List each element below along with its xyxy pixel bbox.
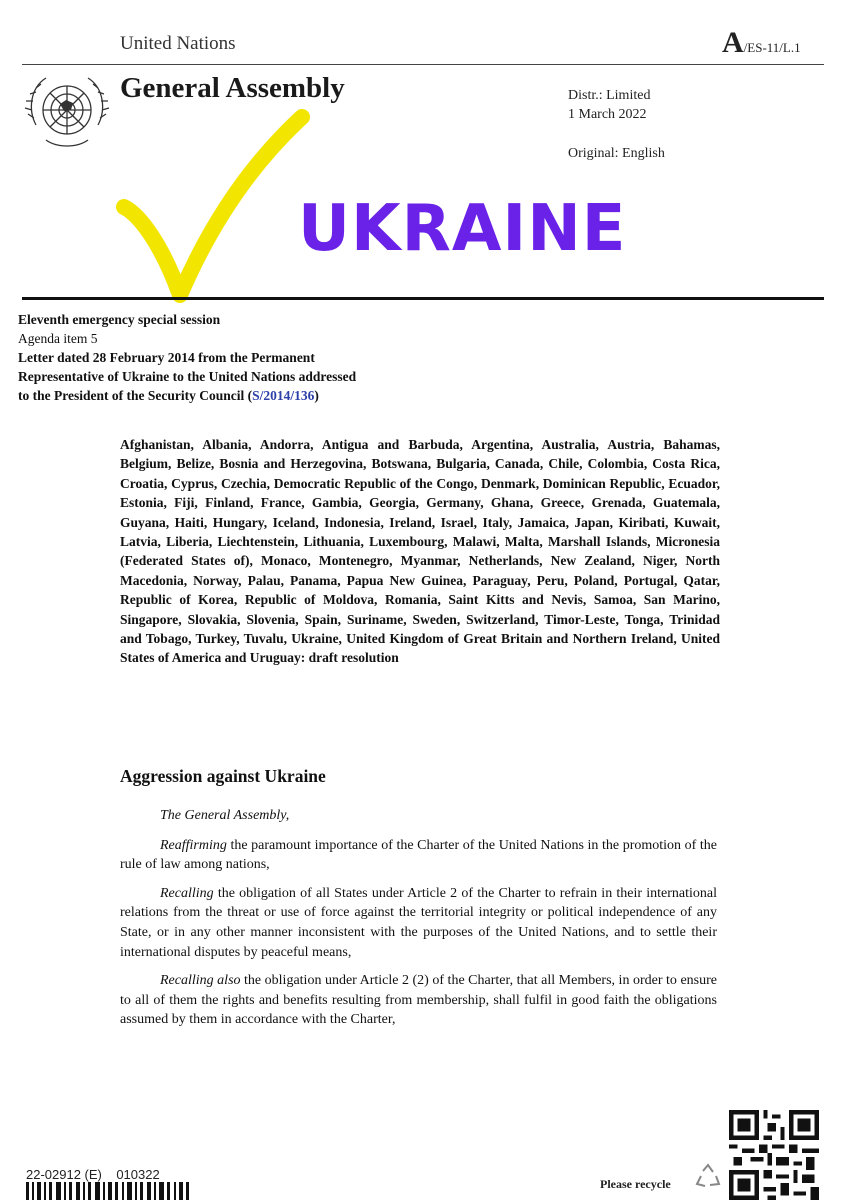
body-title: General Assembly: [120, 72, 345, 104]
letter-line: Representative of Ukraine to the United Nations addressed: [18, 369, 357, 384]
preamble-paragraph: [120, 971, 717, 1030]
preamble-paragraph: [120, 836, 717, 875]
security-council-doc-link[interactable]: S/2014/136: [252, 388, 315, 403]
recycle-icon: [694, 1162, 722, 1190]
barcode-icon: [26, 1182, 192, 1200]
issue-date: 1 March 2022: [568, 107, 647, 122]
document-symbol-code: /ES-11/L.1: [743, 40, 801, 55]
preamble-lead: Recalling: [160, 885, 214, 901]
recycle-note: Please recycle: [600, 1177, 671, 1191]
letter-line-text: to the President of the Security Council (: [18, 388, 253, 403]
letter-line: Letter dated 28 February 2014 from the Permanent: [18, 350, 315, 365]
preamble-text: the obligation of all States under Article 2 of the Charter to refrain in their international relations from the threat or use of force against the territorial integrity or political independence of any State, or in any other manner inconsistent with the purposes of the United Nations, and to settle their international disputes by peaceful means,: [120, 885, 717, 960]
qr-code-icon: [726, 1110, 822, 1200]
resolution-title: Aggression against Ukraine: [120, 766, 326, 786]
preamble-lead: Reaffirming: [160, 837, 227, 853]
document-symbol: [722, 26, 801, 60]
sponsor-list: Afghanistan, Albania, Andorra, Antigua and Barbuda, Argentina, Australia, Austria, Bahamas, Belgium, Belize, Bosnia and Herzegovina, Botswana, Bulgaria, Canada, Chile, Colombia, Costa Rica, Croatia, Cyprus, Czechia, Democratic Republic of the Congo, Denmark, Dominican Republic, Ecuador, Estonia, Fiji, Finland, France, Gambia, Georgia, Germany, Ghana, Greece, Grenada, Guatemala, Guyana, Haiti, Hungary, Iceland, Indonesia, Ireland, Israel, Italy, Jamaica, Japan, Kiribati, Kuwait, Latvia, Liberia, Liechtenstein, Lithuania, Luxembourg, Malawi, Malta, Marshall Islands, Micronesia (Federated States of), Monaco, Montenegro, Myanmar, Netherlands, New Zealand, Niger, North Macedonia, Norway, Palau, Panama, Papua New Guinea, Paraguay, Peru, Poland, Portugal, Qatar, Republic of Korea, Republic of Moldova, Romania, Saint Kitts and Nevis, Samoa, San Marino, Singapore, Slovakia, Slovenia, Spain, Suriname, Sweden, Switzerland, Timor-Leste, Tonga, Trinidad and Tobago, Turkey, Tuvalu, Ukraine, United Kingdom of Great Britain and Northern Ireland, United States of America and Uruguay: draft resolution: [120, 437, 720, 666]
document-number: 22-02912 (E) 010322: [26, 1167, 160, 1182]
un-emblem-icon: [22, 70, 112, 154]
preamble-text: the obligation under Article 2 (2) of the Charter, that all Members, in order to ensure to all of them the rights and benefits resulting from membership, shall fulfil in good faith the obligations assumed by them in accordance with the Charter,: [120, 973, 717, 1028]
letter-line-close: ): [314, 388, 319, 403]
original-language: Original: English: [568, 146, 665, 161]
letter-line: [18, 386, 356, 405]
preamble-opening: The General Assembly,: [160, 808, 290, 823]
preamble-text: the paramount importance of the Charter of the United Nations in the promotion of the rule of law among nations,: [120, 837, 717, 873]
session-title: Eleventh emergency special session: [18, 312, 221, 327]
checkmark-icon: [110, 105, 320, 305]
section-rule: [22, 297, 824, 300]
document-symbol-letter: A: [722, 26, 744, 59]
preamble-paragraph: [120, 884, 717, 962]
session-block: [18, 310, 356, 405]
org-name: United Nations: [120, 33, 236, 54]
distribution-info: [568, 86, 650, 124]
preamble-lead: Recalling also: [160, 973, 241, 989]
distribution-status: Distr.: Limited: [568, 88, 651, 103]
agenda-item: Agenda item 5: [18, 331, 98, 346]
ukraine-stamp: UKRAINE: [298, 192, 627, 266]
header-rule: [22, 64, 824, 65]
preamble: [120, 806, 717, 1039]
